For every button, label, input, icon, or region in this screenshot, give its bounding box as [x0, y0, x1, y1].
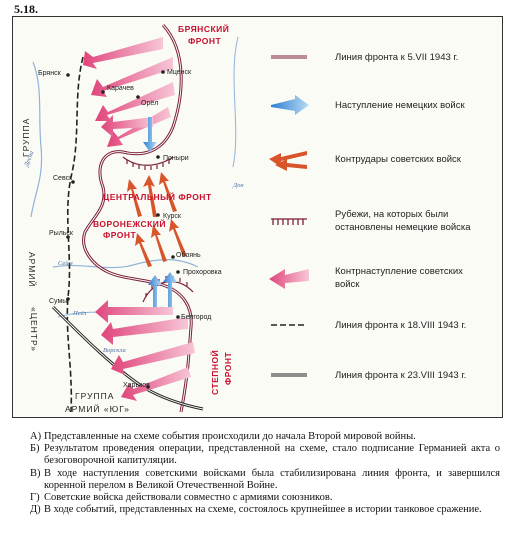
- river-desna: [31, 62, 42, 217]
- city-bryansk: Брянск: [38, 70, 61, 77]
- option-letter: Г): [30, 492, 40, 504]
- legend-stopped-line-icon: [271, 219, 307, 225]
- group-label-center-2: АРМИЙ: [27, 252, 37, 288]
- legend-german-offensive: Наступление немецких войск: [335, 100, 465, 111]
- legend-orange-arrows-icon: [269, 151, 307, 171]
- group-label-south-2: АРМИЙ «ЮГ»: [65, 404, 130, 414]
- counteroffensive-arrows-north: [83, 37, 175, 147]
- front-label-voronezh-2: ФРОНТ: [103, 230, 137, 240]
- city-oboyan: Обоянь: [176, 252, 201, 259]
- option-text: Советские войска действовали совместно с армиями союзников.: [44, 492, 333, 504]
- river-label-vorskla: Ворскла: [103, 347, 126, 354]
- legend-stopped-lines-2: остановлены немецкие войска: [335, 222, 471, 233]
- option-letter: В): [30, 467, 41, 479]
- option-text: Представленные на схеме события происходили до начала Второй мировой войны.: [44, 431, 416, 442]
- city-mtsensk: Мценск: [167, 69, 192, 76]
- city-belgorod: Белгород: [181, 314, 212, 321]
- legend-front-aug18: Линия фронта к 18.VIII 1943 г.: [335, 320, 467, 331]
- city-ponyri: Поныри: [163, 155, 189, 162]
- legend-front-july5: Линия фронта к 5.VII 1943 г.: [335, 52, 459, 63]
- option-text: В ходе наступления советскими войсками была стабилизирована линия фронта, и завершился коренной перелом в Великой Отечественной Войне.: [44, 467, 500, 491]
- option-b[interactable]: [30, 443, 500, 467]
- river-label-psel: Псёл: [73, 310, 87, 317]
- group-label-south-1: ГРУППА: [75, 391, 115, 401]
- river-don: [233, 37, 238, 167]
- map-frame: [12, 16, 503, 418]
- legend-blue-arrow-icon: [271, 95, 309, 115]
- river-label-desna: Десна: [23, 149, 36, 168]
- city-orel: Орёл: [141, 100, 159, 107]
- legend-stopped-lines-1: Рубежи, на которых были: [335, 209, 449, 220]
- option-letter: А): [30, 431, 42, 442]
- front-label-voronezh-1: ВОРОНЕЖСКИЙ: [93, 219, 167, 229]
- option-letter: Д): [30, 504, 41, 516]
- answer-options: [30, 431, 500, 516]
- legend-soviet-counterstrikes: Контрудары советских войск: [335, 154, 461, 165]
- city-sevsk: Севск: [53, 175, 73, 182]
- city-rylsk: Рыльск: [49, 230, 73, 237]
- legend-front-aug23: Линия фронта к 23.VIII 1943 г.: [335, 370, 467, 381]
- task-number: 5.18.: [14, 2, 38, 16]
- river-label-don: Дон: [233, 182, 244, 189]
- option-letter: Б): [30, 443, 40, 455]
- legend-counteroffensive-2: войск: [335, 279, 360, 290]
- front-label-steppe-2: ФРОНТ: [223, 351, 233, 385]
- legend-counteroffensive-1: Контрнаступление советских: [335, 266, 463, 277]
- city-prokhorovka: Прохоровка: [183, 269, 222, 276]
- front-label-central: ЦЕНТРАЛЬНЫЙ ФРОНТ: [103, 192, 212, 202]
- city-karachev: Карачев: [107, 85, 134, 92]
- option-v[interactable]: [30, 468, 500, 492]
- city-kharkov: Харьков: [123, 382, 150, 389]
- option-d[interactable]: [30, 504, 500, 516]
- option-a[interactable]: [30, 431, 500, 443]
- city-kursk: Курск: [163, 213, 181, 220]
- city-sumy: Сумы: [49, 298, 68, 305]
- option-text: Результатом проведения операции, представленной на схеме, стало подписание Германией акта о безоговорочной капитуляции.: [44, 443, 500, 467]
- legend-pink-arrow-icon: [269, 269, 309, 289]
- legend: [269, 52, 471, 381]
- group-label-center-3: «ЦЕНТР»: [29, 307, 39, 352]
- river-label-seim: Сейм: [58, 260, 73, 267]
- river-seim: [53, 260, 198, 268]
- front-label-bryansk-2: ФРОНТ: [188, 36, 222, 46]
- option-g[interactable]: [30, 492, 500, 504]
- front-label-bryansk-1: БРЯНСКИЙ: [178, 24, 230, 34]
- front-label-steppe-1: СТЕПНОЙ: [210, 349, 220, 395]
- group-label-center-1: ГРУППА: [21, 117, 31, 157]
- option-text: В ходе событий, представленных на схеме, состоялось крупнейшее в истории танковое сражение.: [44, 504, 482, 516]
- kursk-map: [13, 17, 504, 419]
